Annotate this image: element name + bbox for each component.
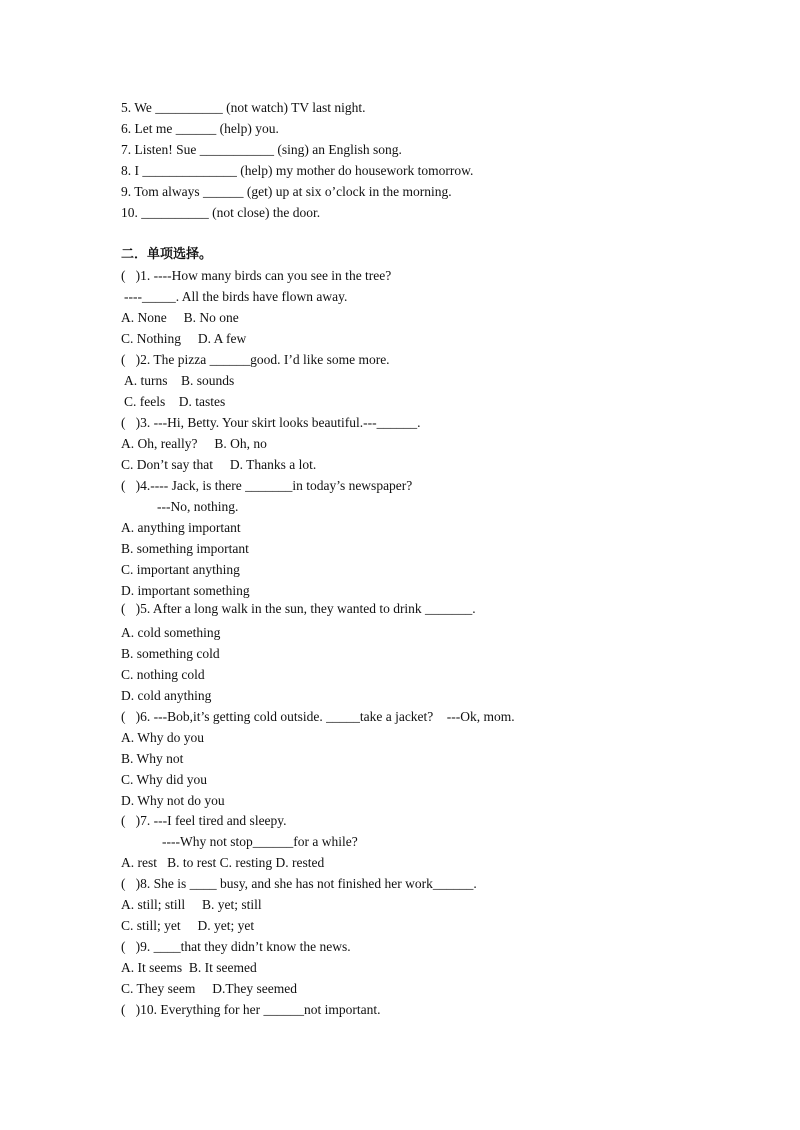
mc-question-1-options-ab: A. None B. No one — [121, 310, 239, 325]
mc-question-6-stem: ( )6. ---Bob,it’s getting cold outside. _____take a jacket? ---Ok, mom. — [121, 709, 515, 724]
mc-question-4-option-b: B. something important — [121, 541, 249, 556]
mc-question-2-options-ab: A. turns B. sounds — [124, 373, 235, 388]
mc-question-1-stem: ( )1. ----How many birds can you see in the tree? — [121, 268, 392, 283]
mc-question-5-option-c: C. nothing cold — [121, 667, 205, 682]
mc-question-8-stem: ( )8. She is ____ busy, and she has not finished her work______. — [121, 876, 477, 891]
mc-question-4-reply: ---No, nothing. — [157, 499, 239, 514]
mc-question-4-option-d: D. important something — [121, 583, 250, 598]
fill-in-question-9: 9. Tom always ______ (get) up at six o’clock in the morning. — [121, 184, 452, 199]
mc-question-5-stem: ( )5. After a long walk in the sun, they wanted to drink _______. — [121, 601, 476, 616]
mc-question-6-option-a: A. Why do you — [121, 730, 204, 745]
mc-question-3-options-cd: C. Don’t say that D. Thanks a lot. — [121, 457, 317, 472]
mc-question-4-option-c: C. important anything — [121, 562, 240, 577]
mc-question-3-stem: ( )3. ---Hi, Betty. Your skirt looks beautiful.---______. — [121, 415, 421, 430]
mc-question-1-options-cd: C. Nothing D. A few — [121, 331, 247, 346]
mc-question-2-stem: ( )2. The pizza ______good. I’d like some more. — [121, 352, 390, 367]
fill-in-question-8: 8. I ______________ (help) my mother do housework tomorrow. — [121, 163, 474, 178]
mc-question-9-options-ab: A. It seems B. It seemed — [121, 960, 257, 975]
mc-question-5-option-a: A. cold something — [121, 625, 221, 640]
mc-question-6-option-c: C. Why did you — [121, 772, 208, 787]
mc-question-5-option-b: B. something cold — [121, 646, 220, 661]
mc-question-8-options-cd: C. still; yet D. yet; yet — [121, 918, 255, 933]
mc-question-4-stem: ( )4.---- Jack, is there _______in today’s newspaper? — [121, 478, 413, 493]
mc-question-3-options-ab: A. Oh, really? B. Oh, no — [121, 436, 267, 451]
mc-question-7-reply: ----Why not stop______for a while? — [162, 834, 358, 849]
mc-question-2-options-cd: C. feels D. tastes — [124, 394, 226, 409]
fill-in-question-5: 5. We __________ (not watch) TV last night. — [121, 100, 366, 115]
mc-question-7-options: A. rest B. to rest C. resting D. rested — [121, 855, 325, 870]
mc-question-6-option-b: B. Why not — [121, 751, 184, 766]
mc-question-7-stem: ( )7. ---I feel tired and sleepy. — [121, 813, 287, 828]
mc-question-4-option-a: A. anything important — [121, 520, 241, 535]
mc-question-1-reply: ----_____. All the birds have flown away. — [124, 289, 348, 304]
mc-question-5-option-d: D. cold anything — [121, 688, 212, 703]
section-heading: 二．单项选择。 — [121, 247, 213, 262]
mc-question-9-options-cd: C. They seem D.They seemed — [121, 981, 297, 996]
mc-question-6-option-d: D. Why not do you — [121, 793, 225, 808]
mc-question-9-stem: ( )9. ____that they didn’t know the news. — [121, 939, 351, 954]
fill-in-question-10: 10. __________ (not close) the door. — [121, 205, 321, 220]
fill-in-question-6: 6. Let me ______ (help) you. — [121, 121, 279, 136]
mc-question-8-options-ab: A. still; still B. yet; still — [121, 897, 262, 912]
fill-in-question-7: 7. Listen! Sue ___________ (sing) an English song. — [121, 142, 402, 157]
mc-question-10-stem: ( )10. Everything for her ______not important. — [121, 1002, 381, 1017]
